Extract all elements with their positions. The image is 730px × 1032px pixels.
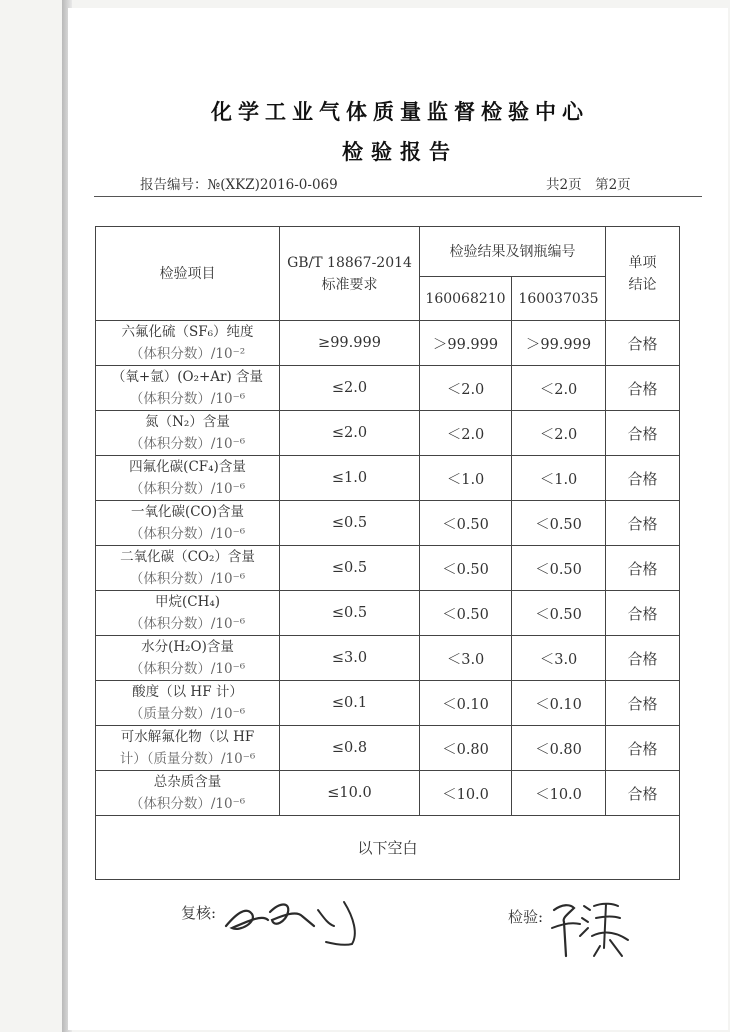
cylinder-number-1: 160068210 (420, 277, 512, 321)
inspector-signature (548, 896, 638, 960)
table-row (96, 681, 680, 726)
test-item-name: 六氟化硫（SF₆）纯度 (121, 324, 254, 340)
result-cylinder-1: ＜10.0 (420, 771, 512, 816)
report-number: 报告编号：№(XKZ)2016-0-069 (140, 177, 338, 193)
conclusion: 合格 (606, 546, 680, 591)
test-item-unit: （质量分数）/10⁻⁶ (129, 706, 246, 722)
report-title: 检验报告 (342, 140, 458, 164)
standard-requirement: ≤0.5 (280, 501, 420, 546)
result-cylinder-2: ＜2.0 (512, 411, 606, 456)
inspector-label: 检验: (508, 908, 544, 926)
conclusion: 合格 (606, 366, 680, 411)
test-item (96, 591, 280, 636)
table-row (96, 726, 680, 771)
result-cylinder-1: ＜1.0 (420, 456, 512, 501)
table-row (96, 321, 680, 366)
header-item: 检验项目 (96, 227, 280, 321)
header-divider (94, 196, 702, 197)
result-cylinder-1: ＜0.50 (420, 546, 512, 591)
test-item-name: 四氟化碳(CF₄)含量 (129, 459, 246, 475)
test-item-name: 甲烷(CH₄) (154, 594, 221, 610)
standard-requirement: ≤10.0 (280, 771, 420, 816)
result-cylinder-2: ＜0.50 (512, 591, 606, 636)
table-header-row (96, 227, 680, 277)
test-item-name: 一氧化碳(CO)含量 (131, 504, 244, 520)
standard-requirement: ≤2.0 (280, 366, 420, 411)
result-cylinder-1: ＜0.80 (420, 726, 512, 771)
cylinder-number-2: 160037035 (512, 277, 606, 321)
test-item-name: 水分(H₂O)含量 (141, 639, 234, 655)
test-item-unit: （体积分数）/10⁻⁶ (129, 391, 246, 407)
result-cylinder-2: ＜10.0 (512, 771, 606, 816)
organization-title: 化学工业气体质量监督检验中心 (211, 100, 589, 124)
conclusion: 合格 (606, 636, 680, 681)
test-item-unit: （体积分数）/10⁻⁶ (129, 481, 246, 497)
test-item (96, 681, 280, 726)
test-item-name: 氮（N₂）含量 (145, 414, 230, 430)
result-cylinder-1: ＜2.0 (420, 411, 512, 456)
standard-requirement: ≤2.0 (280, 411, 420, 456)
standard-requirement: ≤3.0 (280, 636, 420, 681)
test-item (96, 366, 280, 411)
reviewer-label: 复核: (181, 904, 217, 922)
result-cylinder-2: ＜3.0 (512, 636, 606, 681)
result-cylinder-1: ＞99.999 (420, 321, 512, 366)
result-cylinder-2: ＞99.999 (512, 321, 606, 366)
result-cylinder-1: ＜0.10 (420, 681, 512, 726)
page-count: 共2页 第2页 (546, 177, 631, 193)
test-item (96, 636, 280, 681)
conclusion: 合格 (606, 591, 680, 636)
test-item (96, 771, 280, 816)
test-item-unit: （体积分数）/10⁻⁶ (129, 616, 246, 632)
test-item (96, 411, 280, 456)
result-cylinder-2: ＜0.50 (512, 501, 606, 546)
table-row (96, 591, 680, 636)
standard-requirement: ≤0.8 (280, 726, 420, 771)
test-item-name: 二氧化碳（CO₂）含量 (120, 549, 255, 565)
test-item-unit: （体积分数）/10⁻⁶ (129, 571, 246, 587)
test-item-unit: （体积分数）/10⁻² (129, 346, 246, 362)
blank-row (96, 816, 680, 880)
header-standard: GB/T 18867-2014 标准要求 (280, 227, 420, 321)
result-cylinder-2: ＜0.50 (512, 546, 606, 591)
result-cylinder-2: ＜2.0 (512, 366, 606, 411)
result-cylinder-1: ＜0.50 (420, 501, 512, 546)
standard-requirement: ≥99.999 (280, 321, 420, 366)
table-row (96, 501, 680, 546)
result-cylinder-1: ＜2.0 (420, 366, 512, 411)
blank-note: 以下空白 (96, 816, 680, 880)
standard-requirement: ≤1.0 (280, 456, 420, 501)
result-cylinder-2: ＜0.10 (512, 681, 606, 726)
result-cylinder-1: ＜0.50 (420, 591, 512, 636)
conclusion: 合格 (606, 411, 680, 456)
result-cylinder-1: ＜3.0 (420, 636, 512, 681)
test-item (96, 546, 280, 591)
test-item-name: 总杂质含量 (153, 774, 222, 790)
test-item-name: （氧+氩）(O₂+Ar) 含量 (111, 369, 264, 385)
conclusion: 合格 (606, 726, 680, 771)
test-item-unit: （体积分数）/10⁻⁶ (129, 436, 246, 452)
test-item (96, 456, 280, 501)
table-row (96, 456, 680, 501)
header-conclusion: 单项 结论 (606, 227, 680, 321)
reviewer-signature (222, 888, 372, 950)
test-item-unit: （体积分数）/10⁻⁶ (129, 526, 246, 542)
table-row (96, 636, 680, 681)
table-row (96, 546, 680, 591)
conclusion: 合格 (606, 501, 680, 546)
test-item (96, 321, 280, 366)
test-item-name: 可水解氟化物（以 HF (120, 729, 255, 745)
inspection-table (95, 226, 680, 880)
result-cylinder-2: ＜1.0 (512, 456, 606, 501)
test-item-unit: （体积分数）/10⁻⁶ (129, 796, 246, 812)
conclusion: 合格 (606, 321, 680, 366)
test-item (96, 501, 280, 546)
conclusion: 合格 (606, 771, 680, 816)
standard-requirement: ≤0.1 (280, 681, 420, 726)
table-row (96, 771, 680, 816)
table-row (96, 366, 680, 411)
conclusion: 合格 (606, 681, 680, 726)
test-item-unit: （体积分数）/10⁻⁶ (129, 661, 246, 677)
test-item (96, 726, 280, 771)
test-item-name: 酸度（以 HF 计） (132, 684, 243, 700)
result-cylinder-2: ＜0.80 (512, 726, 606, 771)
table-row (96, 411, 680, 456)
header-results: 检验结果及钢瓶编号 (420, 227, 606, 277)
conclusion: 合格 (606, 456, 680, 501)
standard-requirement: ≤0.5 (280, 591, 420, 636)
test-item-unit: 计）（质量分数）/10⁻⁶ (119, 751, 256, 767)
standard-requirement: ≤0.5 (280, 546, 420, 591)
